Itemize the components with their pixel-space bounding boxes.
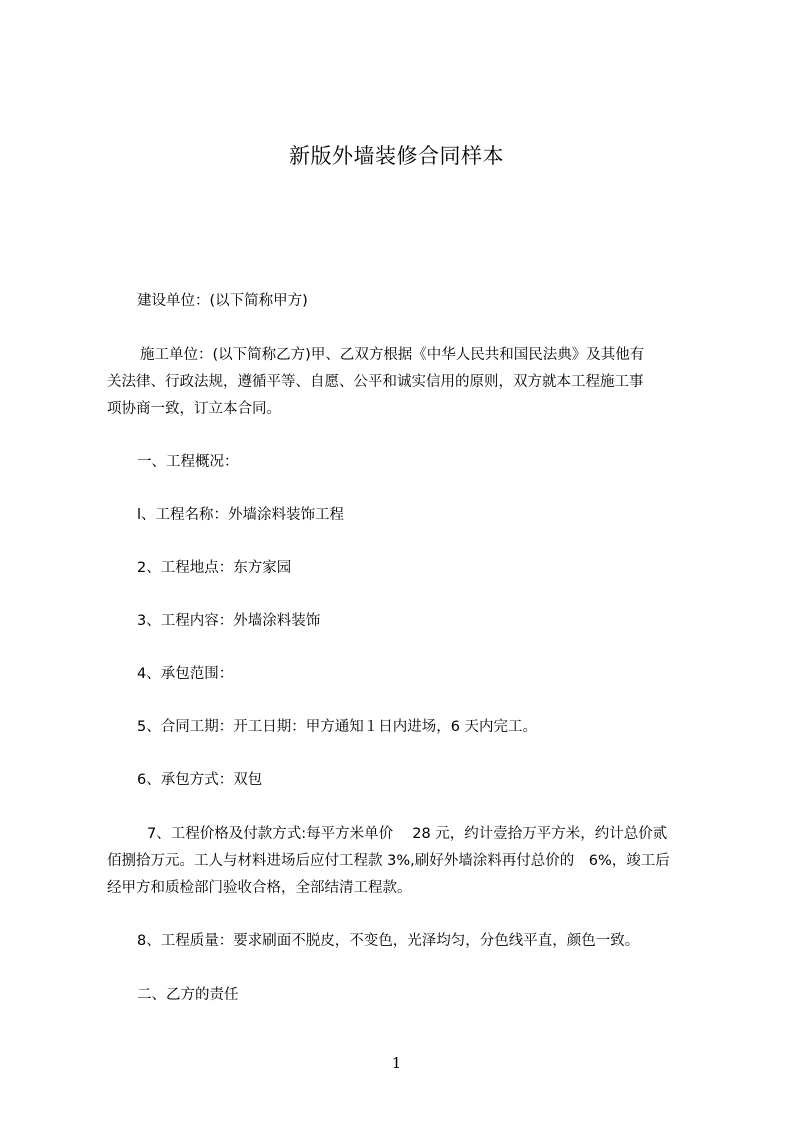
section-heading-contractor-duties: 二、乙方的责任 xyxy=(137,987,239,1003)
list-item-price-line-1: 7、工程价格及付款方式:每平方米单价 28 元，约计壹拾万平方米，约计总价贰 xyxy=(147,826,668,842)
paragraph-contractor-line-3: 项协商一致，订立本合同。 xyxy=(107,401,281,417)
list-item-quality: 8、工程质量：要求刷面不脱皮，不变色，光泽均匀，分色线平直，颜色一致。 xyxy=(137,933,640,949)
list-item-project-content: 3、工程内容：外墙涂料装饰 xyxy=(137,613,321,629)
list-item-price-line-3: 经甲方和质检部门验收合格，全部结清工程款。 xyxy=(107,880,412,896)
page-number: 1 xyxy=(391,1054,402,1072)
list-item-contract-scope: 4、承包范围： xyxy=(137,666,234,682)
document-title: 新版外墙装修合同样本 xyxy=(289,144,504,168)
list-item-contract-method: 6、承包方式：双包 xyxy=(137,772,263,788)
list-item-contract-period: 5、合同工期：开工日期：甲方通知１日内进场，6 天内完工。 xyxy=(137,719,538,735)
list-item-price-line-2: 佰捌拾万元。工人与材料进场后应付工程款 3%,刷好外墙涂料再付总价的 6%，竣工后 xyxy=(107,853,670,869)
list-item-project-name: l、工程名称：外墙涂料装饰工程 xyxy=(137,507,345,523)
paragraph-contractor-line-1: 施工单位：(以下简称乙方)甲、乙双方根据《中华人民共和国民法典》及其他有 xyxy=(140,347,645,363)
paragraph-contractor-line-2: 关法律、行政法规，遵循平等、自愿、公平和诚实信用的原则，双方就本工程施工事 xyxy=(107,374,644,390)
list-item-project-location: 2、工程地点：东方家园 xyxy=(137,560,292,576)
paragraph-employer: 建设单位：(以下简称甲方) xyxy=(137,293,308,309)
section-heading-project-overview: 一、工程概况： xyxy=(137,454,239,470)
